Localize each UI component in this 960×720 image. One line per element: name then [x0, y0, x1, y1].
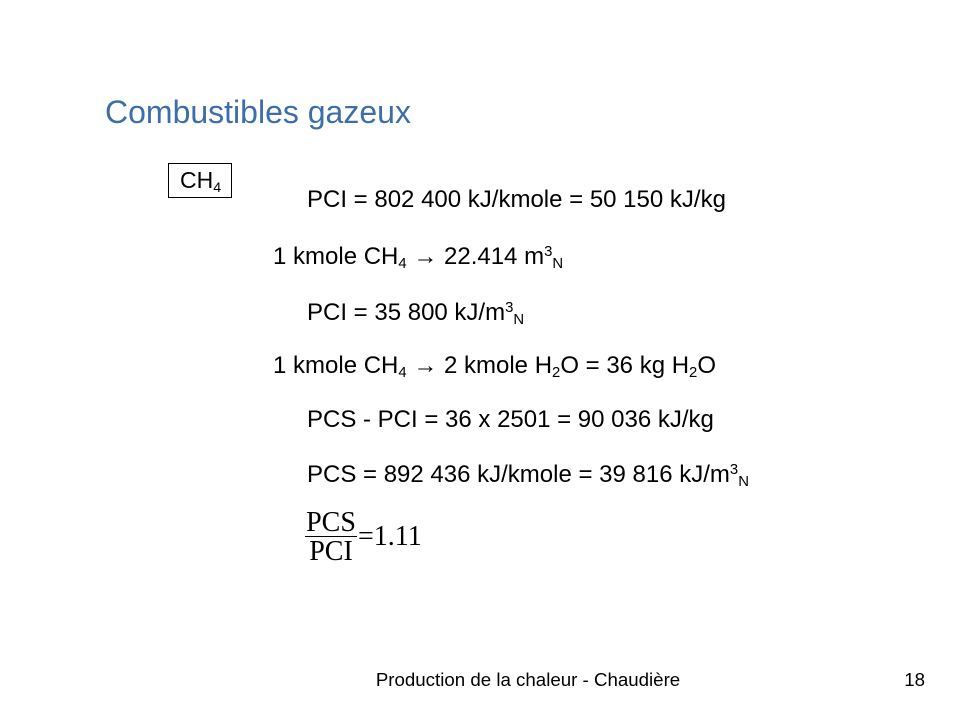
label-subscript: 4	[213, 180, 222, 197]
subscript: N	[738, 474, 749, 491]
subscript: 4	[398, 256, 407, 273]
text-segment: → 2 kmole H	[406, 352, 553, 379]
subscript: 2	[689, 365, 698, 382]
subscript: 2	[552, 365, 561, 382]
superscript: 3	[505, 299, 514, 316]
subscript: N	[513, 312, 525, 329]
formula-line-pci-volume	[307, 299, 524, 327]
subscript: N	[552, 256, 564, 273]
formula-line-pcs	[307, 461, 749, 489]
fraction-result: =1.11	[358, 521, 422, 552]
text-segment: PCS - PCI = 36 x 2501 = 90 036 kJ/kg	[307, 406, 714, 433]
fraction-denominator: PCI	[309, 536, 353, 567]
text-segment: PCS = 892 436 kJ/kmole = 39 816 kJ/m	[307, 461, 730, 488]
text-segment: PCI = 802 400 kJ/kmole = 50 150 kJ/kg	[307, 186, 726, 213]
text-segment: O	[697, 352, 716, 379]
slide-footer: Production de la chaleur - Chaudière	[375, 669, 681, 690]
text-segment: O = 36 kg H	[560, 352, 690, 379]
subscript: 4	[398, 365, 407, 382]
superscript: 3	[544, 243, 553, 260]
slide-title: Combustibles gazeux	[105, 94, 411, 130]
page-number: 18	[904, 669, 925, 690]
superscript: 3	[729, 461, 739, 478]
formula-line-molar-volume	[273, 243, 563, 271]
fraction-numerator: PCS	[306, 507, 356, 538]
text-segment: → 22.414 m	[406, 243, 545, 270]
formula-label-box	[168, 163, 232, 198]
text-segment: 1 kmole CH	[273, 352, 399, 379]
label-text: CH	[180, 167, 214, 193]
text-segment: PCI = 35 800 kJ/m	[307, 299, 506, 326]
formula-line-pci-mass	[307, 186, 726, 214]
formula-line-pcs-minus-pci	[307, 406, 714, 434]
formula-line-water	[273, 352, 716, 380]
text-segment: 1 kmole CH	[273, 243, 399, 270]
